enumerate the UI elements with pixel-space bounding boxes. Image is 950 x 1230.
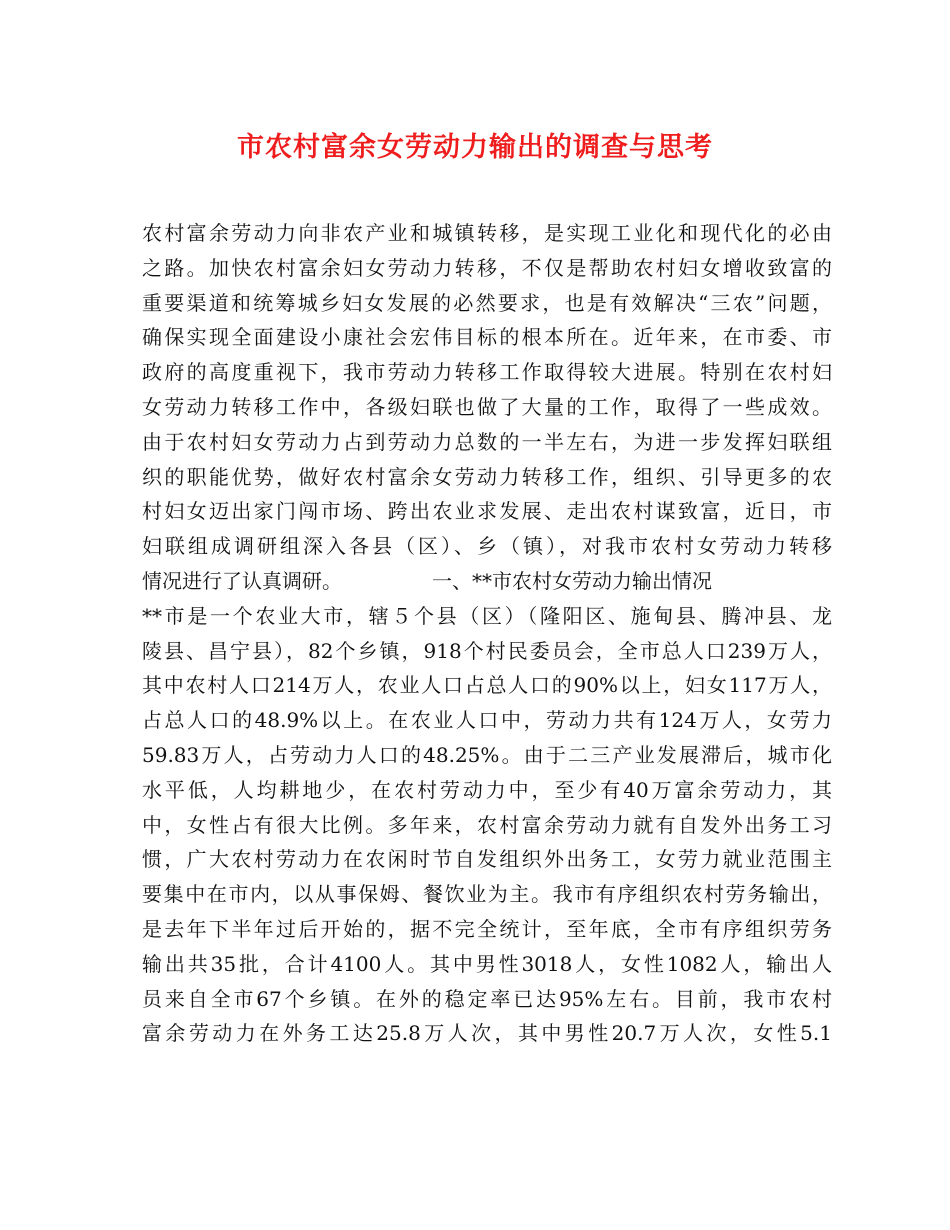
body-line: 是去年下半年过后开始的，据不完全统计，至年底，全市有序组织劳务 — [142, 916, 832, 941]
body-line: 占总人口的48.9%以上。在农业人口中，劳动力共有124万人，女劳力 — [142, 708, 832, 733]
body-line: 由于农村妇女劳动力占到劳动力总数的一半左右，为进一步发挥妇联组 — [142, 429, 832, 454]
body-line: 水平低，人均耕地少，在农村劳动力中，至少有40万富余劳动力，其 — [142, 777, 832, 802]
body-line: 妇联组成调研组深入各县（区）、乡（镇），对我市农村女劳动力转移 — [142, 534, 832, 559]
body-line: 其中农村人口214万人，农业人口占总人口的90%以上，妇女117万人， — [142, 673, 832, 698]
body-line: 农村富余劳动力向非农产业和城镇转移，是实现工业化和现代化的必由 — [142, 221, 832, 245]
body-line: **市是一个农业大市，辖５个县（区）（隆阳区、施甸县、腾冲县、龙 — [142, 603, 832, 628]
body-line: 59.83万人，占劳动力人口的48.25%。由于二三产业发展滞后，城市化 — [142, 742, 832, 767]
body-line: 输出共35批，合计4100人。其中男性3018人，女性1082人，输出人 — [142, 951, 832, 976]
body-line: 惯，广大农村劳动力在农闲时节自发组织外出务工，女劳力就业范围主 — [142, 847, 832, 872]
body-line: 政府的高度重视下，我市劳动力转移工作取得较大进展。特别在农村妇 — [142, 360, 832, 385]
body-line: 村妇女迈出家门闯市场、跨出农业求发展、走出农村谋致富，近日，市 — [142, 499, 832, 524]
body-line: 员来自全市67个乡镇。在外的稳定率已达95%左右。目前，我市农村 — [142, 986, 832, 1011]
document-title: 市农村富余女劳动力输出的调查与思考 — [237, 132, 713, 163]
document-body — [142, 216, 832, 1051]
body-line: 陵县、昌宁县），82个乡镇，918个村民委员会，全市总人口239万人， — [142, 638, 832, 663]
body-line: 富余劳动力在外务工达25.8万人次，其中男性20.7万人次，女性5.1 — [142, 1021, 832, 1046]
body-line: 中，女性占有很大比例。多年来，农村富余劳动力就有自发外出务工习 — [142, 812, 832, 837]
section-heading-line: 情况进行了认真调研。 一、**市农村女劳动力输出情况 — [142, 568, 712, 593]
body-line: 之路。加快农村富余妇女劳动力转移，不仅是帮助农村妇女增收致富的 — [142, 255, 832, 280]
body-line: 织的职能优势，做好农村富余女劳动力转移工作，组织、引导更多的农 — [142, 464, 832, 489]
body-line: 女劳动力转移工作中，各级妇联也做了大量的工作，取得了一些成效。 — [142, 394, 832, 419]
body-line: 确保实现全面建设小康社会宏伟目标的根本所在。近年来，在市委、市 — [142, 325, 832, 350]
body-line: 要集中在市内，以从事保姆、餐饮业为主。我市有序组织农村劳务输出， — [142, 882, 832, 907]
body-line: 重要渠道和统筹城乡妇女发展的必然要求，也是有效解决“三农”问题， — [142, 290, 832, 315]
